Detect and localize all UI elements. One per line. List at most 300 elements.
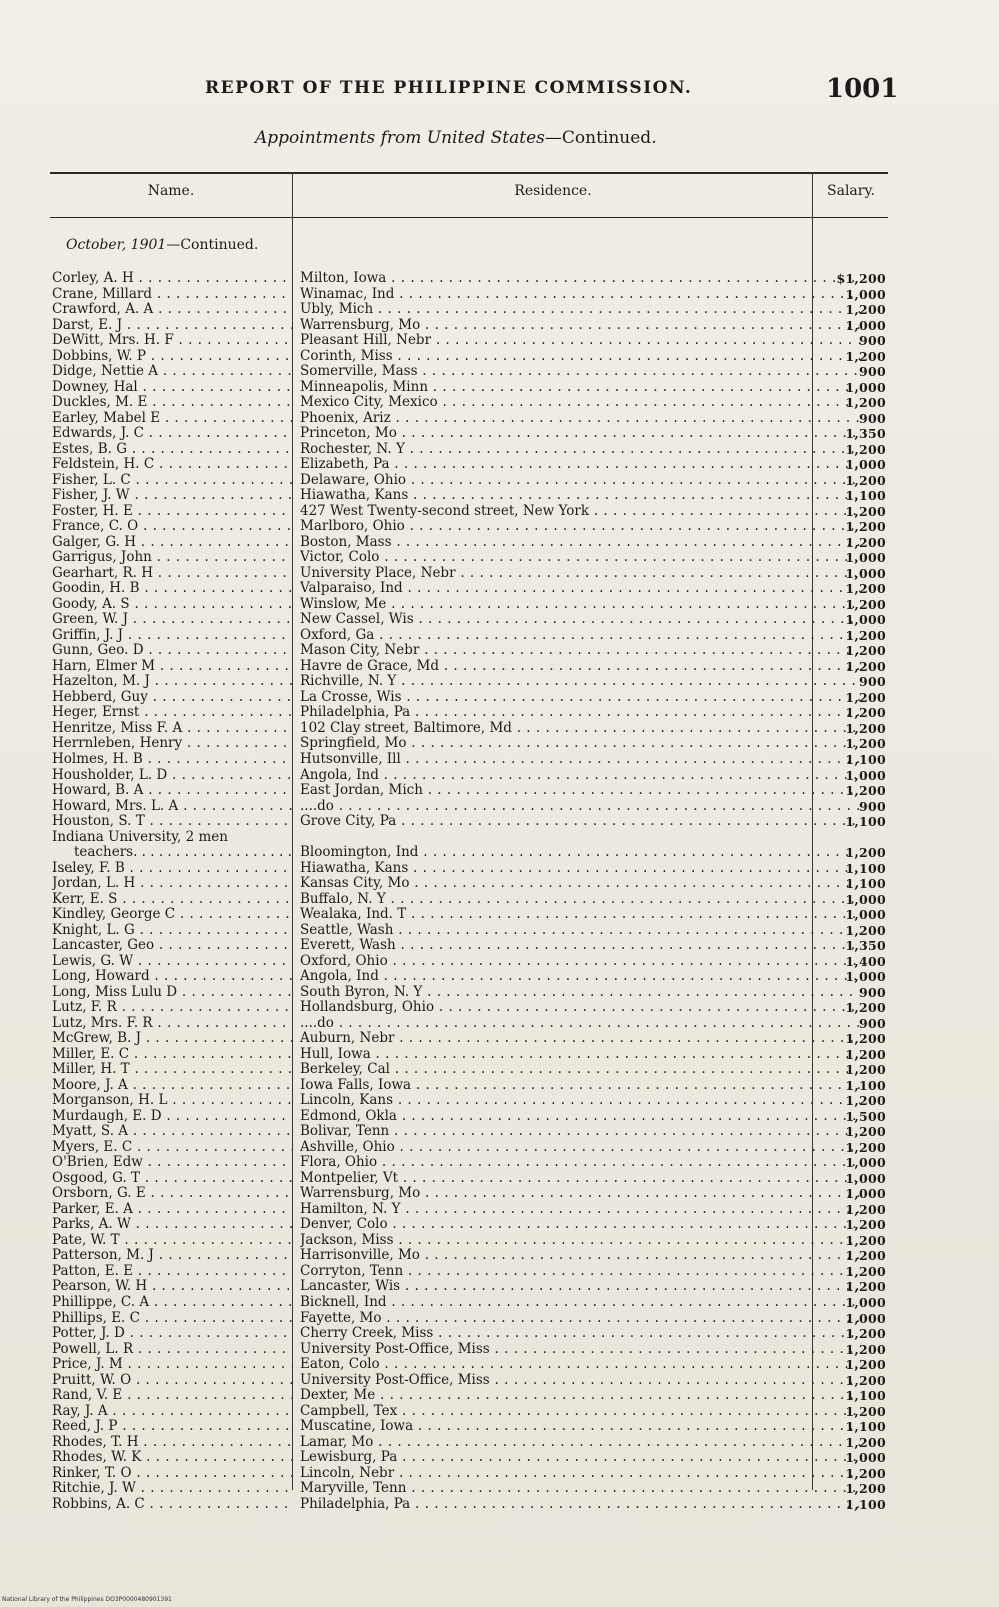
cell-salary: 1,200 <box>845 1046 886 1062</box>
table-row <box>50 1466 888 1482</box>
table-row <box>50 1342 888 1358</box>
subtitle-continued: —Continued. <box>544 128 657 148</box>
table-row <box>50 768 888 784</box>
table-row <box>50 1047 888 1063</box>
column-header-residence: Residence. <box>514 183 592 199</box>
cell-residence: Princeton, Mo . . . <box>300 426 860 442</box>
cell-salary: 1,100 <box>845 1388 886 1404</box>
cell-salary: 1,000 <box>845 891 886 907</box>
cell-name: O'Brien, Edw . . . <box>52 1155 292 1171</box>
cell-salary: 1,200 <box>845 1481 886 1497</box>
cell-salary: 1,200 <box>845 534 886 550</box>
table-row <box>50 674 888 690</box>
cell-name: Osgood, G. T . . . <box>52 1171 292 1187</box>
table-row <box>50 535 888 551</box>
table-row <box>50 426 888 442</box>
cell-residence: Muscatine, Iowa . . . <box>300 1419 860 1435</box>
table-row <box>50 783 888 799</box>
cell-name: Potter, J. D . . . <box>52 1326 292 1342</box>
cell-residence: Seattle, Wash . . . <box>300 923 860 939</box>
cell-name: Long, Miss Lulu D . . . <box>52 985 292 1001</box>
table-row <box>50 1093 888 1109</box>
cell-name: Henritze, Miss F. A . . . <box>52 721 292 737</box>
cell-salary: 1,200 <box>845 658 886 674</box>
cell-name: Ray, J. A . . . <box>52 1404 292 1420</box>
cell-residence: Bicknell, Ind . . . <box>300 1295 860 1311</box>
table-row <box>50 1419 888 1435</box>
cell-name: Howard, Mrs. L. A . . . <box>52 799 292 815</box>
cell-salary: 1,200 <box>845 1357 886 1373</box>
cell-salary: 900 <box>859 364 886 380</box>
table-row <box>50 1373 888 1389</box>
cell-residence: Kansas City, Mo . . . <box>300 876 860 892</box>
cell-residence: Oxford, Ga . . . <box>300 628 860 644</box>
cell-salary: 1,200 <box>845 1341 886 1357</box>
cell-residence: Valparaiso, Ind . . . <box>300 581 860 597</box>
cell-salary: 1,200 <box>845 1403 886 1419</box>
cell-salary: $1,200 <box>836 271 886 286</box>
cell-salary: 1,200 <box>845 720 886 736</box>
cell-residence: Corinth, Miss . . . <box>300 349 860 365</box>
cell-name: Pearson, W. H . . . <box>52 1279 292 1295</box>
cell-salary: 1,200 <box>845 1465 886 1481</box>
cell-name: Rhodes, T. H . . . <box>52 1435 292 1451</box>
cell-salary: 1,100 <box>845 1496 886 1512</box>
cell-residence: University Post-Office, Miss . . . <box>300 1373 860 1389</box>
cell-residence: Warrensburg, Mo . . . <box>300 318 860 334</box>
cell-residence: Hamilton, N. Y . . . <box>300 1202 860 1218</box>
cell-salary: 1,100 <box>845 1419 886 1435</box>
cell-residence: Bolivar, Tenn . . . <box>300 1124 860 1140</box>
cell-salary: 1,200 <box>845 519 886 535</box>
cell-salary: 1,500 <box>845 1108 886 1124</box>
cell-residence: Rochester, N. Y . . . <box>300 442 860 458</box>
cell-salary: 1,000 <box>845 1295 886 1310</box>
cell-residence: Mason City, Nebr . . . <box>300 643 860 659</box>
table-row <box>50 1186 888 1202</box>
cell-salary: 1,000 <box>845 1310 886 1326</box>
cell-salary: 1,200 <box>845 441 886 457</box>
report-title: REPORT OF THE PHILIPPINE COMMISSION. <box>205 78 693 98</box>
table-row <box>50 1295 888 1311</box>
table-row <box>50 1000 888 1016</box>
cell-salary: 1,200 <box>845 1031 886 1047</box>
table-row <box>50 892 888 908</box>
cell-salary: 1,000 <box>845 317 886 333</box>
table-row <box>50 907 888 923</box>
cell-residence: Ubly, Mich . . . <box>300 302 860 318</box>
cell-salary: 1,200 <box>845 581 886 597</box>
cell-residence: South Byron, N. Y . . . <box>300 985 860 1001</box>
cell-residence: Oxford, Ohio . . . <box>300 954 860 970</box>
cell-name: Rand, V. E . . . <box>52 1388 292 1404</box>
table-row <box>50 985 888 1001</box>
page-number: 1001 <box>826 74 899 104</box>
cell-name: Kerr, E. S . . . <box>52 892 292 908</box>
cell-salary: 1,000 <box>845 1170 886 1186</box>
cell-name: Parker, E. A . . . <box>52 1202 292 1218</box>
cell-name: Price, J. M . . . <box>52 1357 292 1373</box>
cell-name: McGrew, B. J . . . <box>52 1031 292 1047</box>
cell-residence: Flora, Ohio . . . <box>300 1155 860 1171</box>
cell-name: Knight, L. G . . . <box>52 923 292 939</box>
cell-residence: Cherry Creek, Miss . . . <box>300 1326 860 1342</box>
cell-salary: 1,200 <box>845 1217 886 1233</box>
cell-salary: 1,000 <box>845 612 886 628</box>
table-row <box>50 1109 888 1125</box>
table-row <box>50 550 888 566</box>
table-row <box>50 442 888 458</box>
cell-residence: Delaware, Ohio . . . <box>300 473 860 489</box>
cell-residence: Eaton, Colo . . . <box>300 1357 860 1373</box>
cell-name: Lewis, G. W . . . <box>52 954 292 970</box>
cell-residence: Hiawatha, Kans . . . <box>300 488 860 504</box>
cell-salary: 1,200 <box>845 643 886 659</box>
table-row <box>50 1404 888 1420</box>
cell-residence: Ashville, Ohio . . . <box>300 1140 860 1156</box>
table-row <box>50 1311 888 1327</box>
cell-residence: Angola, Ind . . . <box>300 768 860 784</box>
cell-residence: Denver, Colo . . . <box>300 1217 860 1233</box>
table-row <box>50 690 888 706</box>
table-row <box>50 628 888 644</box>
cell-salary: 1,000 <box>845 457 886 473</box>
table-row <box>50 271 888 287</box>
cell-name: Powell, L. R . . . <box>52 1342 292 1358</box>
cell-name: Morganson, H. L . . . <box>52 1093 292 1109</box>
cell-salary: 900 <box>859 984 886 1000</box>
cell-name: Kindley, George C . . . <box>52 907 292 923</box>
cell-name: Edwards, J. C . . . <box>52 426 292 442</box>
cell-name: Hazelton, M. J . . . <box>52 674 292 690</box>
cell-salary: 1,200 <box>845 348 886 364</box>
cell-residence: Minneapolis, Minn . . . <box>300 380 860 396</box>
table-row <box>50 1171 888 1187</box>
cell-salary: 1,200 <box>845 922 886 938</box>
table-row <box>50 1481 888 1497</box>
cell-name: Darst, E. J . . . <box>52 318 292 334</box>
table-row <box>50 1202 888 1218</box>
table-row <box>50 1217 888 1233</box>
cell-residence: Buffalo, N. Y . . . <box>300 892 860 908</box>
subtitle-italic: Appointments from United States <box>255 128 545 148</box>
cell-residence: Lincoln, Kans . . . <box>300 1093 860 1109</box>
table-row <box>50 488 888 504</box>
cell-residence: Harrisonville, Mo . . . <box>300 1248 860 1264</box>
table-row <box>50 814 888 830</box>
cell-name: Pruitt, W. O . . . <box>52 1373 292 1389</box>
cell-residence: Phoenix, Ariz . . . <box>300 411 860 427</box>
cell-name: Goody, A. S . . . <box>52 597 292 613</box>
table-row <box>50 1264 888 1280</box>
cell-salary: 1,200 <box>845 596 886 612</box>
cell-salary: 1,200 <box>845 627 886 643</box>
cell-name: Estes, B. G . . . <box>52 442 292 458</box>
cell-name: Crawford, A. A . . . <box>52 302 292 318</box>
cell-salary: 1,200 <box>845 503 886 519</box>
cell-residence: Havre de Grace, Md . . . <box>300 659 860 675</box>
cell-salary: 900 <box>859 410 886 426</box>
cell-salary: 1,350 <box>845 426 886 442</box>
cell-salary: 1,100 <box>845 1077 886 1093</box>
cell-name: Jordan, L. H . . . <box>52 876 292 892</box>
table-row <box>50 581 888 597</box>
cell-residence: Bloomington, Ind . . . <box>300 845 860 861</box>
cell-residence: Lamar, Mo . . . <box>300 1435 860 1451</box>
cell-residence: Wealaka, Ind. T . . . <box>300 907 860 923</box>
cell-residence: University Place, Nebr . . . <box>300 566 860 582</box>
cell-salary: 1,000 <box>845 1155 886 1171</box>
cell-salary: 1,000 <box>845 565 886 581</box>
table-row <box>50 1016 888 1032</box>
cell-residence: Iowa Falls, Iowa . . . <box>300 1078 860 1094</box>
cell-name: Garrigus, John . . . <box>52 550 292 566</box>
cell-name: Galger, G. H . . . <box>52 535 292 551</box>
cell-residence: Mexico City, Mexico . . . <box>300 395 860 411</box>
table-row <box>50 1233 888 1249</box>
section-month: October, 1901 <box>66 237 167 253</box>
cell-salary: 1,000 <box>845 1450 886 1466</box>
table-row <box>50 1248 888 1264</box>
cell-name: Reed, J. P . . . <box>52 1419 292 1435</box>
cell-residence: Philadelphia, Pa . . . <box>300 1497 860 1513</box>
cell-name: Heger, Ernst . . . <box>52 705 292 721</box>
cell-residence: Springfield, Mo . . . <box>300 736 860 752</box>
cell-salary: 1,400 <box>845 953 886 969</box>
table-row <box>50 1450 888 1466</box>
cell-name: Robbins, A. C . . . <box>52 1497 292 1513</box>
table-row <box>50 1062 888 1078</box>
table-row <box>50 302 888 318</box>
table-top-rule <box>50 172 888 174</box>
cell-residence: Lincoln, Nebr . . . <box>300 1466 860 1482</box>
cell-name: Howard, B. A . . . <box>52 783 292 799</box>
cell-name: Earley, Mabel E . . . <box>52 411 292 427</box>
column-header-salary: Salary. <box>827 183 875 199</box>
appointments-table-body <box>50 271 888 1512</box>
cell-residence: Pleasant Hill, Nebr . . . <box>300 333 860 349</box>
cell-name: Fisher, L. C . . . <box>52 473 292 489</box>
cell-name: Orsborn, G. E . . . <box>52 1186 292 1202</box>
cell-name: Ritchie, J. W . . . <box>52 1481 292 1497</box>
table-row <box>50 705 888 721</box>
table-row <box>50 1078 888 1094</box>
cell-salary: 1,200 <box>845 395 886 411</box>
cell-salary: 1,200 <box>845 783 886 799</box>
table-row <box>50 752 888 768</box>
cell-name: Corley, A. H . . . <box>52 271 292 287</box>
cell-residence: Corryton, Tenn . . . <box>300 1264 860 1280</box>
cell-residence: Edmond, Okla . . . <box>300 1109 860 1125</box>
table-row <box>50 1435 888 1451</box>
cell-residence: Hollandsburg, Ohio . . . <box>300 1000 860 1016</box>
table-row <box>50 380 888 396</box>
table-row <box>50 938 888 954</box>
cell-salary: 1,200 <box>845 1124 886 1140</box>
cell-residence: Auburn, Nebr . . . <box>300 1031 860 1047</box>
cell-salary: 1,000 <box>845 907 886 923</box>
cell-residence: Winslow, Me . . . <box>300 597 860 613</box>
cell-residence: Hiawatha, Kans . . . <box>300 861 860 877</box>
cell-salary: 1,200 <box>845 1139 886 1155</box>
cell-residence: Winamac, Ind . . . <box>300 287 860 303</box>
table-row <box>50 643 888 659</box>
table-row <box>50 954 888 970</box>
cell-name: Housholder, L. D . . . <box>52 768 292 784</box>
cell-name: Rinker, T. O . . . <box>52 1466 292 1482</box>
cell-residence: Marlboro, Ohio . . . <box>300 519 860 535</box>
cell-name: Harn, Elmer M . . . <box>52 659 292 675</box>
cell-name: Rhodes, W. K . . . <box>52 1450 292 1466</box>
cell-salary: 900 <box>859 333 886 349</box>
cell-residence: Hull, Iowa . . . <box>300 1047 860 1063</box>
cell-name: Patterson, M. J . . . <box>52 1248 292 1264</box>
cell-salary: 1,000 <box>845 969 886 985</box>
table-row <box>50 333 888 349</box>
cell-name: Patton, E. E . . . <box>52 1264 292 1280</box>
cell-name: Didge, Nettie A . . . <box>52 364 292 380</box>
table-row <box>50 876 888 892</box>
cell-residence: Maryville, Tenn . . . <box>300 1481 860 1497</box>
cell-salary: 900 <box>859 674 886 690</box>
cell-salary: 1,200 <box>845 1201 886 1217</box>
cell-salary: 900 <box>859 1015 886 1031</box>
cell-residence: New Cassel, Wis . . . <box>300 612 860 628</box>
cell-salary: 1,200 <box>845 1434 886 1450</box>
cell-residence: Philadelphia, Pa . . . <box>300 705 860 721</box>
table-row <box>50 736 888 752</box>
cell-name: Feldstein, H. C . . . <box>52 457 292 473</box>
cell-residence: Dexter, Me . . . <box>300 1388 860 1404</box>
cell-salary: 1,100 <box>845 488 886 504</box>
cell-name: Gunn, Geo. D . . . <box>52 643 292 659</box>
section-label <box>66 237 258 253</box>
cell-residence: Montpelier, Vt . . . <box>300 1171 860 1187</box>
cell-residence: Warrensburg, Mo . . . <box>300 1186 860 1202</box>
cell-residence: Campbell, Tex . . . <box>300 1404 860 1420</box>
cell-name: France, C. O . . . <box>52 519 292 535</box>
cell-name: Hebberd, Guy . . . <box>52 690 292 706</box>
table-row <box>50 659 888 675</box>
cell-name: Houston, S. T . . . <box>52 814 292 830</box>
cell-name: Iseley, F. B . . . <box>52 861 292 877</box>
cell-name-line: Indiana University, 2 men <box>52 829 228 845</box>
cell-name: Crane, Millard . . . <box>52 287 292 303</box>
cell-salary: 1,200 <box>845 736 886 752</box>
cell-residence: Jackson, Miss . . . <box>300 1233 860 1249</box>
cell-salary: 1,200 <box>845 472 886 488</box>
cell-residence: 102 Clay street, Baltimore, Md . . . <box>300 721 860 737</box>
table-header-rule <box>50 217 888 218</box>
cell-salary: 900 <box>859 798 886 814</box>
cell-name: Long, Howard . . . <box>52 969 292 985</box>
table-subtitle <box>255 128 715 148</box>
table-row <box>50 969 888 985</box>
cell-salary: 1,100 <box>845 751 886 767</box>
cell-salary: 1,000 <box>845 286 886 302</box>
cell-salary: 1,200 <box>845 1062 886 1078</box>
cell-salary: 1,100 <box>845 860 886 876</box>
table-row <box>50 799 888 815</box>
table-row <box>50 1279 888 1295</box>
cell-residence: Somerville, Mass . . . <box>300 364 860 380</box>
cell-name: Griffin, J. J . . . <box>52 628 292 644</box>
cell-residence: Lancaster, Wis . . . <box>300 1279 860 1295</box>
column-header-name: Name. <box>147 183 195 199</box>
table-row <box>50 1388 888 1404</box>
cell-residence: Elizabeth, Pa . . . <box>300 457 860 473</box>
table-row <box>50 364 888 380</box>
cell-name-continuation: teachers. . . . <box>52 844 292 876</box>
footer-credit: National Library of the Philippines DO3P0000480901391 <box>2 1596 172 1603</box>
table-row <box>50 411 888 427</box>
cell-residence: Lewisburg, Pa . . . <box>300 1450 860 1466</box>
cell-salary: 1,200 <box>845 1093 886 1109</box>
table-row <box>50 1326 888 1342</box>
table-row <box>50 1357 888 1373</box>
table-row <box>50 457 888 473</box>
table-row <box>50 473 888 489</box>
cell-name: Lutz, F. R . . . <box>52 1000 292 1016</box>
cell-residence: Boston, Mass . . . <box>300 535 860 551</box>
table-row <box>50 1140 888 1156</box>
cell-name: Moore, J. A . . . <box>52 1078 292 1094</box>
cell-salary: 1,200 <box>845 1326 886 1342</box>
cell-salary: 1,350 <box>845 938 886 954</box>
cell-name: Holmes, H. B . . . <box>52 752 292 768</box>
cell-residence: Victor, Colo . . . <box>300 550 860 566</box>
cell-name: Lutz, Mrs. F. R . . . <box>52 1016 292 1032</box>
table-row <box>50 830 888 861</box>
cell-salary: 1,200 <box>845 302 886 318</box>
cell-name: Parks, A. W . . . <box>52 1217 292 1233</box>
cell-name: Phillippe, C. A . . . <box>52 1295 292 1311</box>
cell-salary: 1,200 <box>845 845 886 861</box>
cell-residence: Richville, N. Y . . . <box>300 674 860 690</box>
cell-salary: 1,200 <box>845 1372 886 1388</box>
table-row <box>50 566 888 582</box>
cell-salary: 1,200 <box>845 705 886 721</box>
cell-residence: ....do . . . <box>300 1016 860 1032</box>
table-row <box>50 923 888 939</box>
cell-residence: ....do . . . <box>300 799 860 815</box>
section-continued: —Continued. <box>166 237 259 253</box>
cell-name: Miller, H. T . . . <box>52 1062 292 1078</box>
cell-residence: East Jordan, Mich . . . <box>300 783 860 799</box>
cell-name: Dobbins, W. P . . . <box>52 349 292 365</box>
table-row <box>50 597 888 613</box>
cell-residence: Everett, Wash . . . <box>300 938 860 954</box>
cell-salary: 1,000 <box>845 1186 886 1202</box>
table-row <box>50 861 888 877</box>
table-row <box>50 504 888 520</box>
cell-name: Pate, W. T . . . <box>52 1233 292 1249</box>
table-row <box>50 1497 888 1513</box>
cell-salary: 1,000 <box>845 379 886 395</box>
table-row <box>50 612 888 628</box>
cell-name: Miller, E. C . . . <box>52 1047 292 1063</box>
table-row <box>50 349 888 365</box>
cell-name: DeWitt, Mrs. H. F . . . <box>52 333 292 349</box>
cell-salary: 1,200 <box>845 1248 886 1264</box>
table-row <box>50 1124 888 1140</box>
cell-name: Myers, E. C . . . <box>52 1140 292 1156</box>
cell-residence: Berkeley, Cal . . . <box>300 1062 860 1078</box>
cell-name: Lancaster, Geo . . . <box>52 938 292 954</box>
table-row <box>50 395 888 411</box>
cell-name: Herrnleben, Henry . . . <box>52 736 292 752</box>
table-row <box>50 721 888 737</box>
